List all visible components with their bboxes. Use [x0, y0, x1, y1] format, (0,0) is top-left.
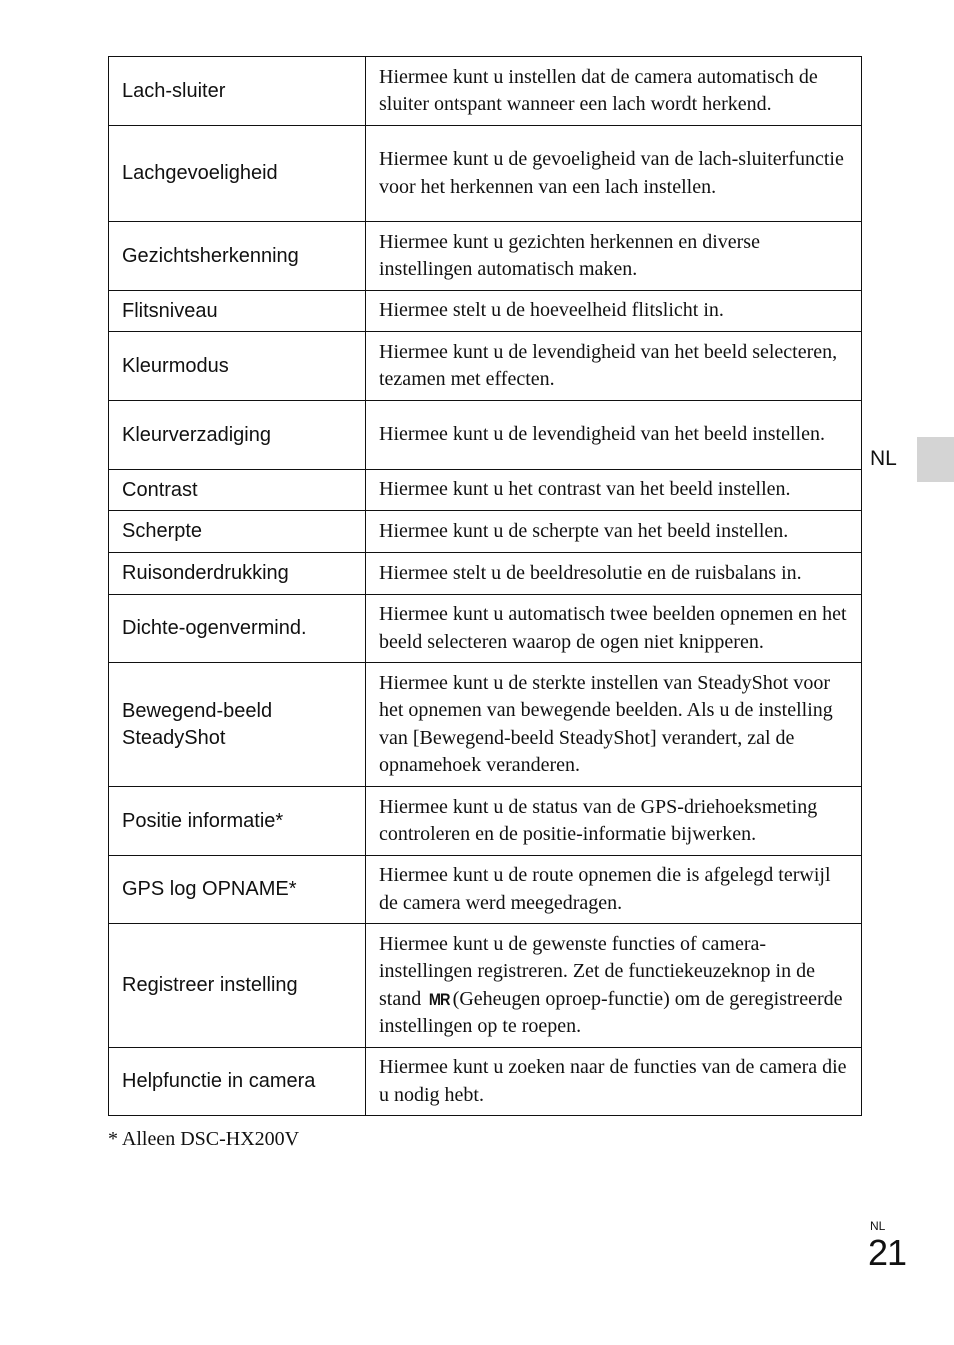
setting-description: Hiermee kunt u de route opnemen die is afgelegd terwijl de camera werd meegedragen.: [366, 856, 862, 924]
table-row: [109, 401, 862, 470]
table-row: [109, 663, 862, 787]
setting-name: Lachgevoeligheid: [109, 126, 366, 222]
setting-name: GPS log OPNAME*: [109, 856, 366, 924]
setting-name: Contrast: [109, 470, 366, 511]
setting-name: Kleurmodus: [109, 332, 366, 401]
setting-description: Hiermee kunt u de sterkte instellen van SteadyShot voor het opnemen van bewegende beelden. Als u de instelling van [Bewegend-beeld SteadyShot] verandert, zal de opnamehoek veranderen.: [366, 663, 862, 787]
setting-name: Scherpte: [109, 511, 366, 553]
setting-description: [366, 924, 862, 1048]
memory-recall-icon: MR: [429, 989, 450, 1009]
page-number: 21: [868, 1232, 907, 1273]
setting-name: Dichte-ogenvermind.: [109, 595, 366, 663]
setting-name: Gezichtsherkenning: [109, 222, 366, 291]
table-row: [109, 787, 862, 856]
setting-description: Hiermee kunt u de gevoeligheid van de lach-sluiterfunctie voor het herkennen van een lach instellen.: [366, 126, 862, 222]
settings-table: [108, 56, 862, 1116]
table-row: [109, 856, 862, 924]
table-row: [109, 291, 862, 332]
setting-description: Hiermee kunt u instellen dat de camera automatisch de sluiter ontspant wanneer een lach wordt herkend.: [366, 57, 862, 126]
description-text: (Geheugen oproep-functie) om de geregistreerde instellingen op te roepen.: [379, 987, 843, 1037]
table-row: [109, 57, 862, 126]
description-text: Hiermee kunt u de gewenste functies of camera-instellingen registreren. Zet de functiekeuzeknop in de stand: [379, 932, 815, 1010]
table-row: [109, 1048, 862, 1116]
setting-name: Helpfunctie in camera: [109, 1048, 366, 1116]
language-tab-label: NL: [870, 447, 897, 470]
language-tab: [917, 437, 954, 482]
setting-description: Hiermee kunt u de scherpte van het beeld instellen.: [366, 511, 862, 553]
table-row: [109, 332, 862, 401]
setting-name: Positie informatie*: [109, 787, 366, 856]
setting-description: Hiermee kunt u zoeken naar de functies van de camera die u nodig hebt.: [366, 1048, 862, 1116]
setting-name: Registreer instelling: [109, 924, 366, 1048]
setting-name: Ruisonderdrukking: [109, 553, 366, 595]
page-language: NL: [870, 1219, 886, 1233]
table-row: [109, 924, 862, 1048]
setting-description: Hiermee stelt u de beeldresolutie en de ruisbalans in.: [366, 553, 862, 595]
setting-name: Lach-sluiter: [109, 57, 366, 126]
table-row: [109, 126, 862, 222]
table-row: [109, 595, 862, 663]
setting-description: Hiermee kunt u de levendigheid van het beeld selecteren, tezamen met effecten.: [366, 332, 862, 401]
setting-description: Hiermee kunt u automatisch twee beelden opnemen en het beeld selecteren waarop de ogen niet knipperen.: [366, 595, 862, 663]
footnote: * Alleen DSC-HX200V: [108, 1128, 300, 1150]
setting-description: Hiermee kunt u de levendigheid van het beeld instellen.: [366, 401, 862, 470]
setting-name: Bewegend-beeld SteadyShot: [109, 663, 366, 787]
setting-description: Hiermee kunt u gezichten herkennen en diverse instellingen automatisch maken.: [366, 222, 862, 291]
setting-name: Flitsniveau: [109, 291, 366, 332]
table-row: [109, 222, 862, 291]
setting-description: Hiermee kunt u de status van de GPS-driehoeksmeting controleren en de positie-informatie bijwerken.: [366, 787, 862, 856]
setting-description: Hiermee stelt u de hoeveelheid flitslicht in.: [366, 291, 862, 332]
table-row: [109, 470, 862, 511]
table-row: [109, 553, 862, 595]
setting-description: Hiermee kunt u het contrast van het beeld instellen.: [366, 470, 862, 511]
table-row: [109, 511, 862, 553]
setting-name: Kleurverzadiging: [109, 401, 366, 470]
